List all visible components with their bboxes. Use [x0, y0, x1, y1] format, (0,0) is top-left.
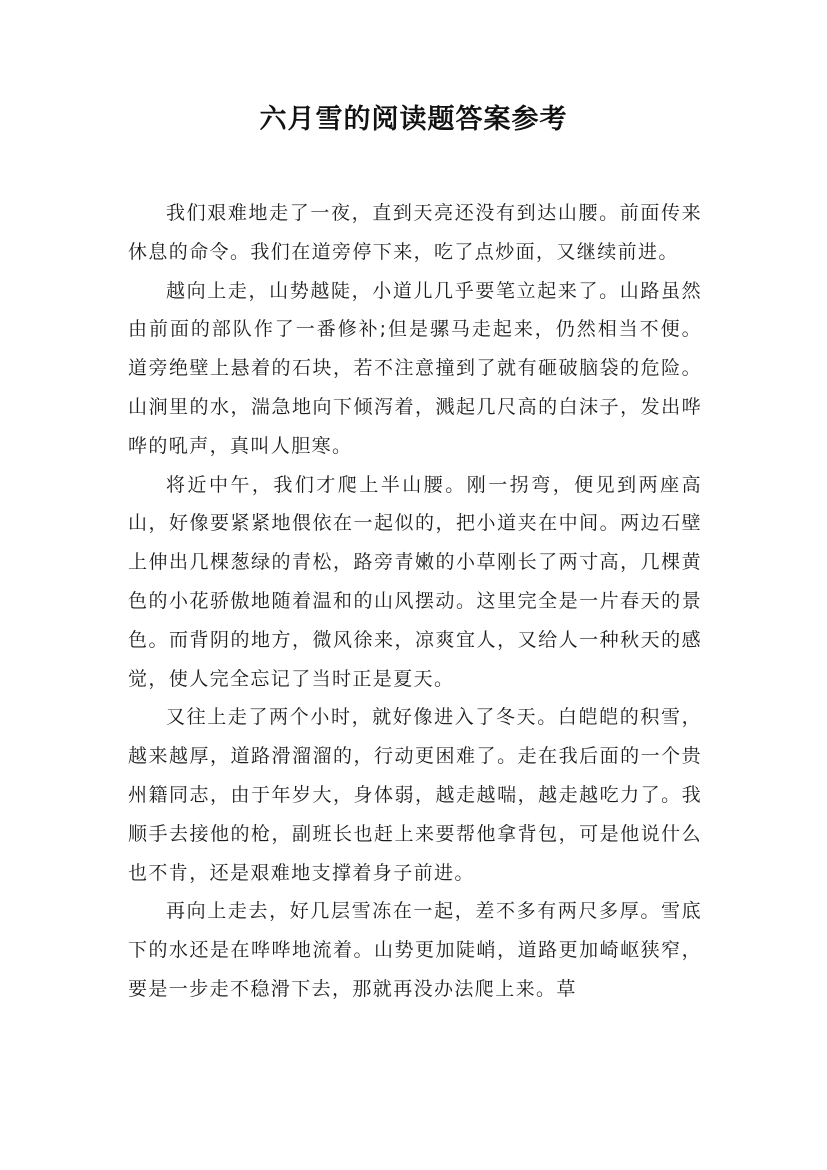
- paragraph-1: 我们艰难地走了一夜，直到天亮还没有到达山腰。前面传来休息的命令。我们在道旁停下来，吃了点炒面，又继续前进。: [128, 202, 702, 263]
- article-body: [128, 194, 702, 1009]
- paragraph-5: 再向上走去，好几层雪冻在一起，差不多有两尺多厚。雪底下的水还是在哗哗地流着。山势更加陡峭，道路更加崎岖狭窄，要是一步走不稳滑下去，那就再没办法爬上来。草: [128, 900, 702, 1000]
- document-title: 六月雪的阅读题答案参考: [259, 104, 568, 135]
- paragraph-2: 越向上走，山势越陡，小道儿几乎要笔立起来了。山路虽然由前面的部队作了一番修补;但是骡马走起来，仍然相当不便。道旁绝壁上悬着的石块，若不注意撞到了就有砸破脑袋的危险。山涧里的水，湍急地向下倾泻着，溅起几尺高的白沫子，发出哗哗的吼声，真叫人胆寒。: [128, 279, 702, 457]
- paragraph-4: 又往上走了两个小时，就好像进入了冬天。白皑皑的积雪，越来越厚，道路滑溜溜的，行动更困难了。走在我后面的一个贵州籍同志，由于年岁大，身体弱，越走越喘，越走越吃力了。我顺手去接他的枪，副班长也赶上来要帮他拿背包，可是他说什么也不肯，还是艰难地支撑着身子前进。: [128, 706, 702, 884]
- paragraph-3: 将近中午，我们才爬上半山腰。刚一拐弯，便见到两座高山，好像要紧紧地偎依在一起似的，把小道夹在中间。两边石壁上伸出几棵葱绿的青松，路旁青嫩的小草刚长了两寸高，几棵黄色的小花骄傲地随着温和的山风摆动。这里完全是一片春天的景色。而背阴的地方，微风徐来，凉爽宜人，又给人一种秋天的感觉，使人完全忘记了当时正是夏天。: [128, 473, 702, 690]
